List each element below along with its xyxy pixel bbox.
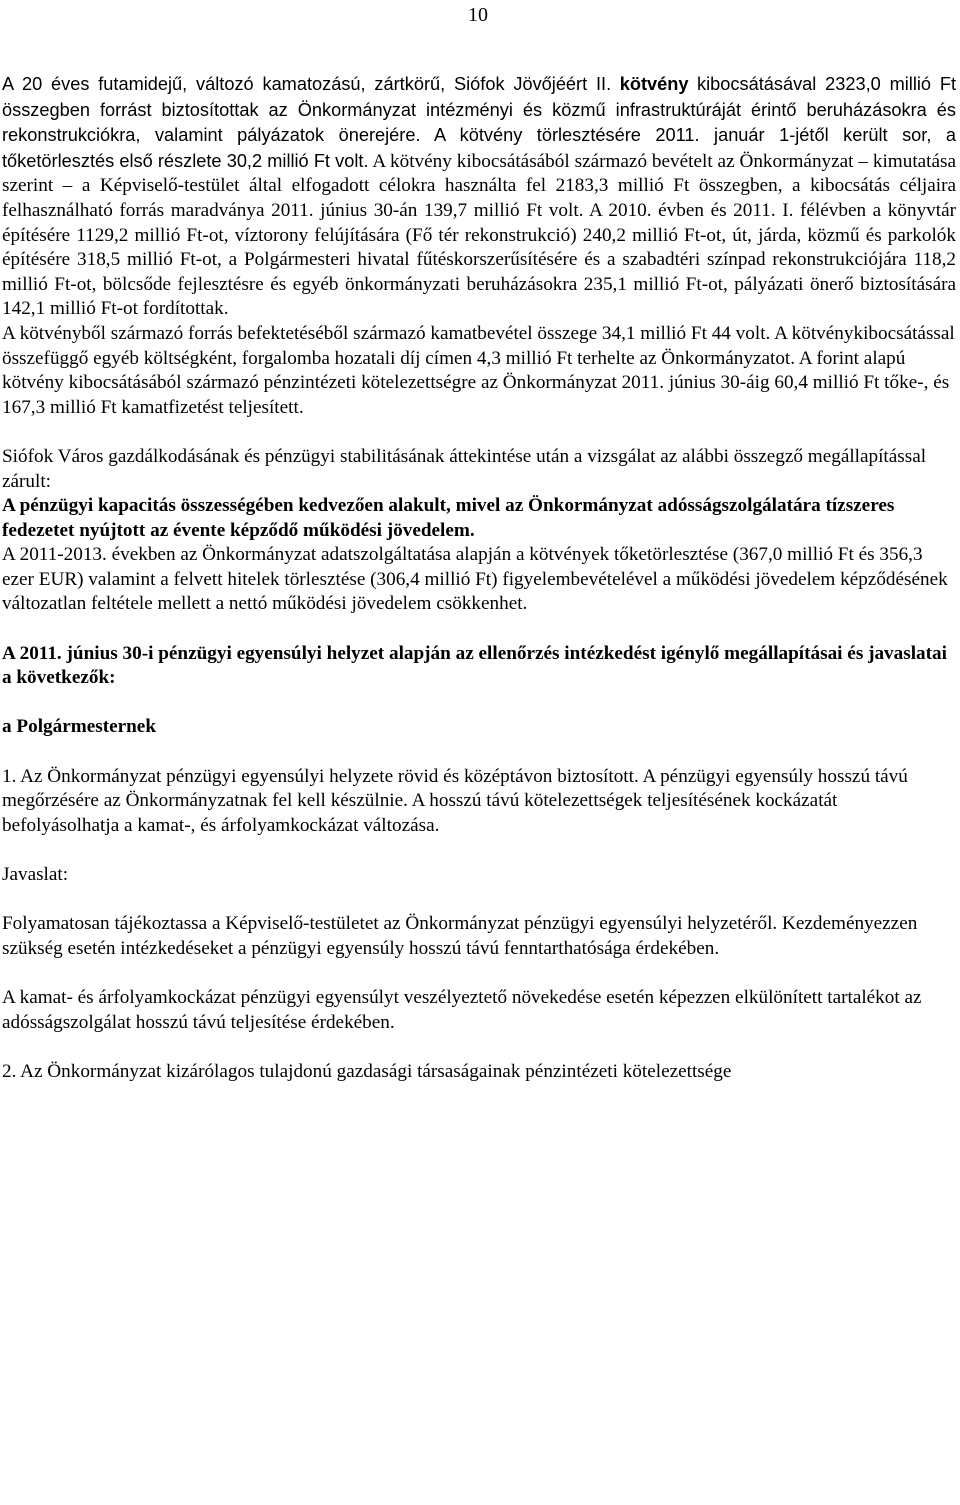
spacer [2, 617, 956, 642]
paragraph-bond-issuance [2, 72, 956, 322]
addressee-heading: a Polgármesternek [2, 716, 156, 738]
paragraph-forecast: A 2011-2013. években az Önkormányzat adatszolgáltatása alapján a kötvények tőketörlesztése (367,0 millió Ft és 356,3 ezer EUR) valamint a felvett hitelek törlesztése (306,4 millió Ft) figyelembevételével a működési jövedelem képződésének változatlan feltétele mellett a nettó működési jövedelem csökkenhet. [2, 544, 948, 615]
spacer [2, 1035, 956, 1060]
recommendation-1: Folyamatosan tájékoztassa a Képviselő-testületet az Önkormányzat pénzügyi egyensúlyi helyzetéről. Kezdeményezzen szükség esetén intézkedéseket a pénzügyi egyensúly hosszú távú fenntarthatósága érdekében. [2, 913, 918, 959]
bond-keyword: kötvény [619, 74, 689, 94]
bond-usage-text: A kötvény kibocsátásából származó bevételt az Önkormányzat – kimutatása szerint – a Képviselő-testület által elfogadott célokra használta fel 2183,3 millió Ft összegben, a kibocsátás céljaira felhasználható forrás maradványa 2011. június 30-án 139,7 millió Ft volt. A 2010. évben és 2011. I. félévben a könyvtár építésére 1129,2 millió Ft-ot, víztorony felújítására (Fő tér rekonstrukció) 240,2 millió Ft-ot, út, járda, közmű és parkolók építésére 318,5 millió Ft-ot, a Polgármesteri hivatal fűtéskorszerűsítésére és a szabadtéri színpad rekonstrukciójára 118,2 millió Ft-ot, bölcsőde fejlesztésre és egyéb önkormányzati beruházásokra 235,1 millió Ft-ot, pályázati önerő biztosítására 142,1 millió Ft-ot fordítottak. [2, 150, 956, 320]
recommendation-label: Javaslat: [2, 864, 69, 885]
spacer [2, 888, 956, 913]
page-number: 10 [468, 4, 488, 26]
spacer [2, 691, 956, 716]
bond-intro-text: A 20 éves futamidejű, változó kamatozású, zártkörű, Siófok Jövőjéért II. [2, 74, 612, 94]
paragraph-interest-income: A kötvényből származó forrás befektetéséből származó kamatbevétel összege 34,1 millió Ft 44 volt. A kötvénykibocsátással összefüggő egyéb költségként, forgalomba hozatali díj címen 4,3 millió Ft terhelte az Önkormányzatot. A forint alapú kötvény kibocsátásából származó pénzintézeti kötelezettségre az Önkormányzat 2011. június 30-áig 60,4 millió Ft tőke-, és 167,3 millió Ft kamatfizetést teljesített. [2, 322, 955, 418]
paragraph-summary-intro: Siófok Város gazdálkodásának és pénzügyi stabilitásának áttekintése után a vizsgálat az alábbi összegző megállapítással zárult: [2, 445, 927, 492]
paragraph-summary-conclusion: A pénzügyi kapacitás összességében kedvezően alakult, mivel az Önkormányzat adósságszolgálatára tízszeres fedezetet nyújtott az évente képződő működési jövedelem. [2, 495, 895, 541]
finding-1: 1. Az Önkormányzat pénzügyi egyensúlyi helyzete rövid és középtávon biztosított. A pénzügyi egyensúly hosszú távú megőrzésére az Önkormányzatnak fel kell készülnie. A hosszú távú kötelezettségek teljesítésének kockázatát befolyásolhatja a kamat-, és árfolyamkockázat változása. [2, 765, 908, 836]
spacer [2, 420, 956, 445]
paragraph-findings-heading: A 2011. június 30-i pénzügyi egyensúlyi helyzet alapján az ellenőrzés intézkedést igénylő megállapításai és javaslatai a következők: [2, 642, 947, 689]
bond-details-text: kibocsátásával 2323,0 millió Ft összegben forrást biztosítottak az Önkormányzat intézményi és közmű infrastruktúráját érintő beruházásokra és rekonstrukciókra, valamint pályázatok önerejére. A kötvény törlesztésére 2011. január 1-jétől került sor, a tőketörlesztés első részlete 30,2 millió Ft volt. [2, 74, 957, 171]
recommendation-2: A kamat- és árfolyamkockázat pénzügyi egyensúlyt veszélyeztető növekedése esetén képezzen elkülönített tartalékot az adósságszolgálat hosszú távú teljesítése érdekében. [2, 986, 922, 1033]
document-body [2, 72, 956, 1084]
spacer [2, 838, 956, 863]
spacer [2, 961, 956, 986]
spacer [2, 740, 956, 765]
finding-2: 2. Az Önkormányzat kizárólagos tulajdonú gazdasági társaságainak pénzintézeti kötelezettsége [2, 1060, 732, 1082]
